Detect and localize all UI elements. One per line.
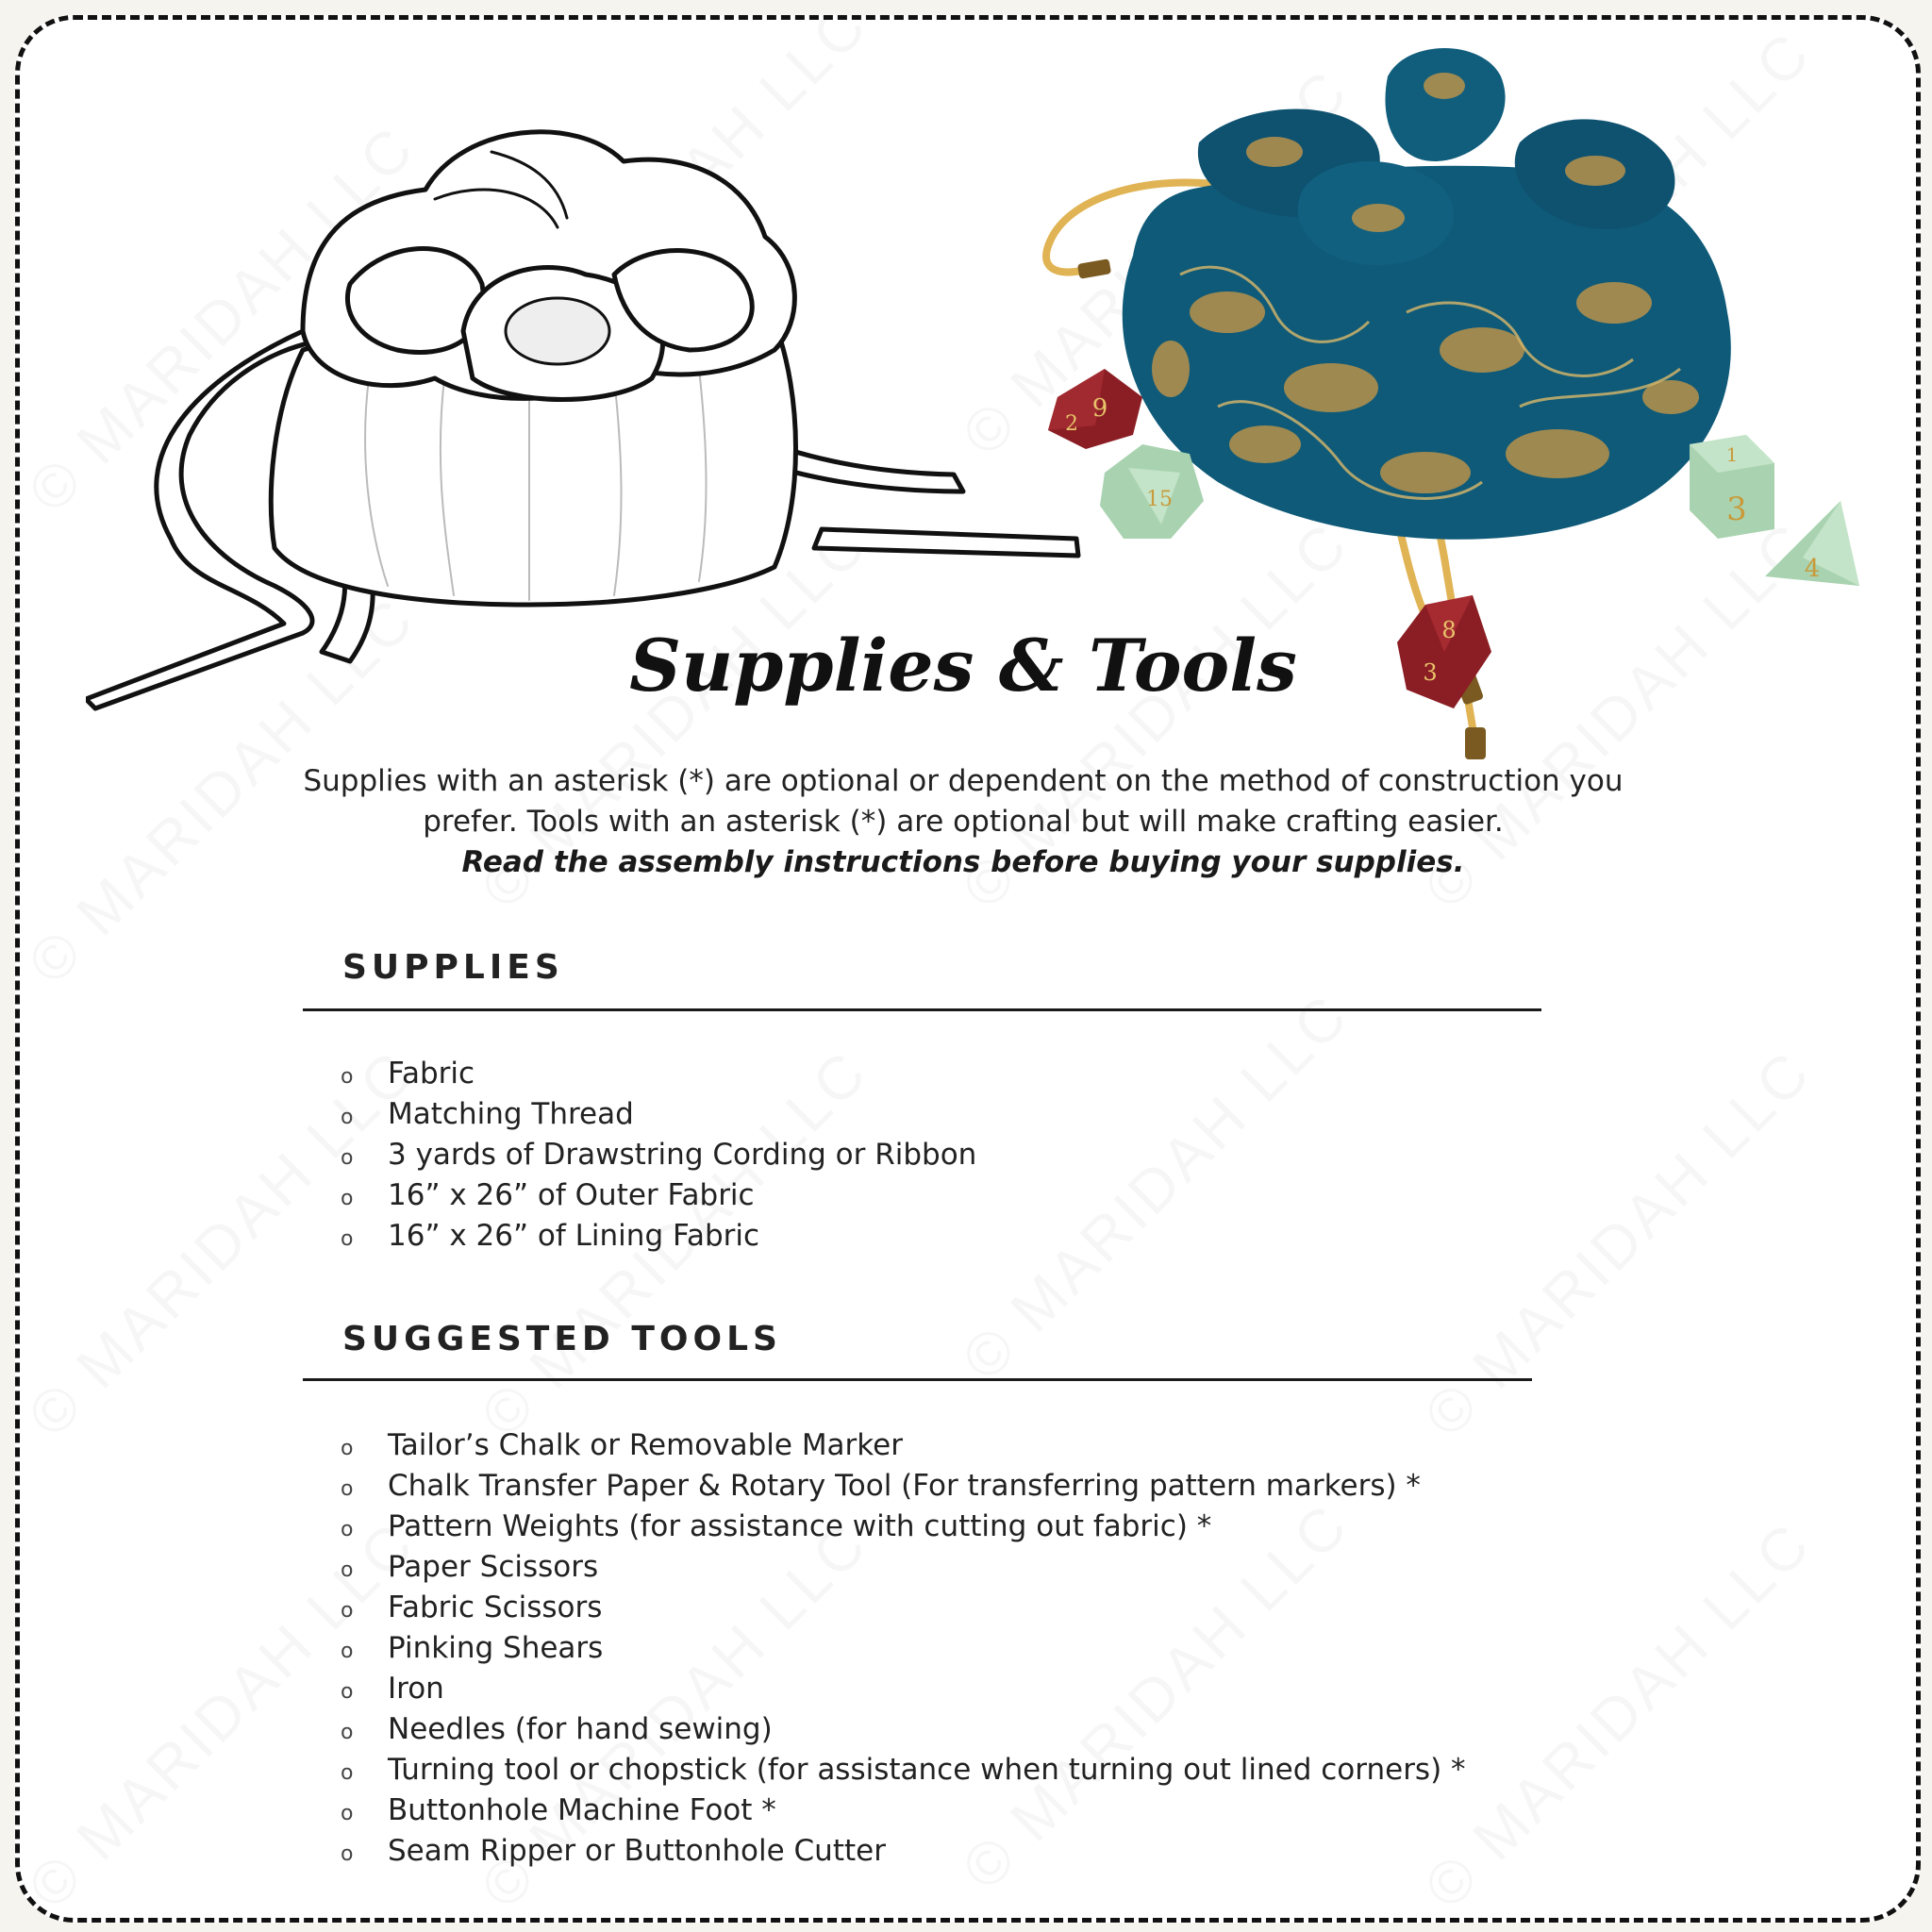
bullet-icon: o xyxy=(341,1599,354,1623)
bullet-icon: o xyxy=(341,1106,354,1129)
bullet-icon: o xyxy=(341,1437,354,1460)
list-item xyxy=(341,1094,976,1135)
list-item-label: Buttonhole Machine Foot * xyxy=(388,1793,776,1827)
svg-text:15: 15 xyxy=(1146,488,1173,511)
intro-line: Supplies with an asterisk (*) are optional or dependent on the method of construction you xyxy=(303,764,1624,798)
list-item-label: 16” x 26” of Outer Fabric xyxy=(388,1178,755,1212)
svg-text:3: 3 xyxy=(1423,659,1438,686)
svg-text:9: 9 xyxy=(1091,394,1108,423)
tools-heading: SUGGESTED TOOLS xyxy=(342,1320,782,1358)
list-item-label: Fabric Scissors xyxy=(388,1591,603,1624)
list-item-label: 3 yards of Drawstring Cording or Ribbon xyxy=(388,1138,977,1172)
list-item xyxy=(341,1425,1466,1466)
bullet-icon: o xyxy=(341,1640,354,1663)
svg-text:1: 1 xyxy=(1725,443,1739,466)
list-item xyxy=(341,1054,976,1094)
list-item xyxy=(341,1628,1466,1669)
list-item xyxy=(341,1547,1466,1588)
bullet-icon: o xyxy=(341,1227,354,1251)
bullet-icon: o xyxy=(341,1842,354,1866)
watermark xyxy=(1410,1507,1824,1922)
bullet-icon: o xyxy=(341,1680,354,1704)
red-d10-die xyxy=(1048,369,1142,449)
list-item-label: Tailor’s Chalk or Removable Marker xyxy=(388,1428,903,1462)
list-item-label: Fabric xyxy=(388,1057,475,1091)
pattern-page xyxy=(15,15,1921,1923)
list-item-label: Chalk Transfer Paper & Rotary Tool (For transferring pattern markers) * xyxy=(388,1469,1421,1503)
list-item-label: Seam Ripper or Buttonhole Cutter xyxy=(388,1834,886,1868)
list-item xyxy=(341,1216,976,1257)
list-item-label: Pinking Shears xyxy=(388,1631,604,1665)
list-item xyxy=(341,1507,1466,1547)
bullet-icon: o xyxy=(341,1558,354,1582)
page-title: Supplies & Tools xyxy=(629,624,1297,708)
bullet-icon: o xyxy=(341,1065,354,1089)
supplies-heading: SUPPLIES xyxy=(342,948,564,987)
list-item xyxy=(341,1831,1466,1872)
list-item-label: Paper Scissors xyxy=(388,1550,599,1584)
green-d6-die xyxy=(1690,435,1774,539)
list-item xyxy=(341,1709,1466,1750)
svg-text:4: 4 xyxy=(1804,555,1821,583)
tools-divider xyxy=(303,1378,1532,1381)
list-item-label: Matching Thread xyxy=(388,1097,634,1131)
bullet-icon: o xyxy=(341,1187,354,1210)
watermark xyxy=(948,979,1362,1393)
watermark xyxy=(1410,1036,1824,1450)
list-item-label: 16” x 26” of Lining Fabric xyxy=(388,1219,760,1253)
bullet-icon: o xyxy=(341,1761,354,1785)
supplies-list xyxy=(341,1054,976,1257)
svg-text:8: 8 xyxy=(1441,617,1457,643)
list-item xyxy=(341,1466,1466,1507)
bullet-icon: o xyxy=(341,1477,354,1501)
list-item xyxy=(341,1588,1466,1628)
list-item xyxy=(341,1790,1466,1831)
svg-text:2: 2 xyxy=(1065,412,1078,436)
bullet-icon: o xyxy=(341,1518,354,1541)
list-item xyxy=(341,1135,976,1175)
supplies-divider xyxy=(303,1008,1541,1011)
green-d4-die xyxy=(1765,501,1859,586)
list-item-label: Iron xyxy=(388,1672,444,1706)
tools-list xyxy=(341,1425,1466,1872)
list-item xyxy=(341,1175,976,1216)
green-d20-die xyxy=(1100,444,1204,539)
list-item xyxy=(341,1669,1466,1709)
intro-note: Read the assembly instructions before buying your supplies. xyxy=(461,845,1465,879)
bullet-icon: o xyxy=(341,1721,354,1744)
list-item-label: Needles (for hand sewing) xyxy=(388,1712,773,1746)
intro-text xyxy=(256,761,1671,883)
bullet-icon: o xyxy=(341,1146,354,1170)
list-item-label: Pattern Weights (for assistance with cutting out fabric) * xyxy=(388,1509,1212,1543)
svg-text:3: 3 xyxy=(1726,491,1747,528)
list-item xyxy=(341,1750,1466,1790)
intro-line: prefer. Tools with an asterisk (*) are optional but will make crafting easier. xyxy=(423,805,1504,839)
list-item-label: Turning tool or chopstick (for assistance when turning out lined corners) * xyxy=(388,1753,1466,1787)
bullet-icon: o xyxy=(341,1802,354,1825)
